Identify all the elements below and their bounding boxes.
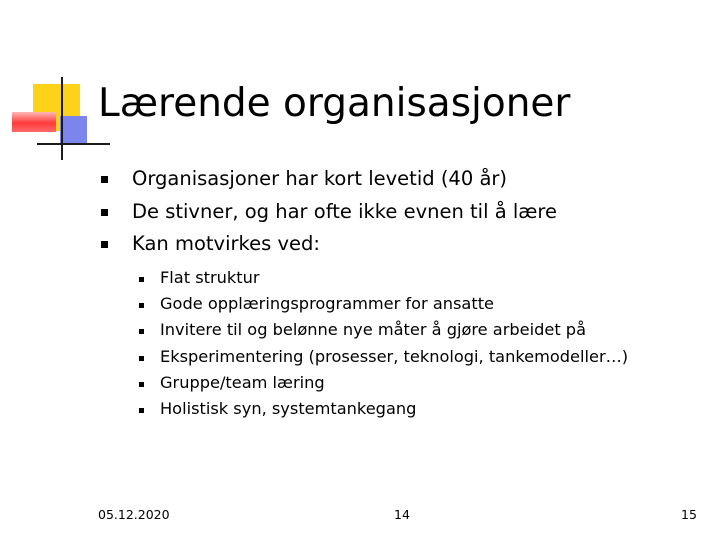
bullet-square-icon — [101, 241, 108, 248]
sub-bullet-item: Holistisk syn, systemtankegang — [160, 399, 417, 418]
decorative-logo-icon — [0, 0, 110, 170]
footer-page-number: 15 — [681, 507, 697, 522]
sub-bullet-item: Invitere til og belønne nye måter å gjøre arbeidet på — [160, 320, 587, 339]
sub-bullet-item: Gruppe/team læring — [160, 373, 325, 392]
sub-bullet-square-icon — [139, 408, 144, 413]
logo-blue-square — [60, 116, 87, 143]
bullet-square-icon — [101, 176, 108, 183]
footer-date: 05.12.2020 — [98, 507, 170, 522]
bullet-item: Kan motvirkes ved: — [132, 232, 320, 255]
bullet-square-icon — [101, 209, 108, 216]
sub-bullet-square-icon — [139, 277, 144, 282]
sub-bullet-item: Eksperimentering (prosesser, teknologi, tankemodeller…) — [160, 347, 629, 366]
logo-white-gap — [80, 84, 96, 116]
sub-bullet-square-icon — [139, 382, 144, 387]
logo-red-bar — [12, 112, 56, 132]
slide-title: Lærende organisasjoner — [98, 81, 571, 126]
sub-bullet-item: Gode opplæringsprogrammer for ansatte — [160, 294, 495, 313]
sub-bullet-square-icon — [139, 356, 144, 361]
bullet-item: De stivner, og har ofte ikke evnen til å lære — [132, 200, 558, 223]
logo-horizontal-line — [37, 143, 110, 145]
sub-bullet-square-icon — [139, 303, 144, 308]
logo-vertical-line — [61, 77, 63, 160]
sub-bullet-item: Flat struktur — [160, 268, 260, 287]
footer-center-number: 14 — [394, 507, 410, 522]
sub-bullet-square-icon — [139, 329, 144, 334]
bullet-item: Organisasjoner har kort levetid (40 år) — [132, 167, 508, 190]
